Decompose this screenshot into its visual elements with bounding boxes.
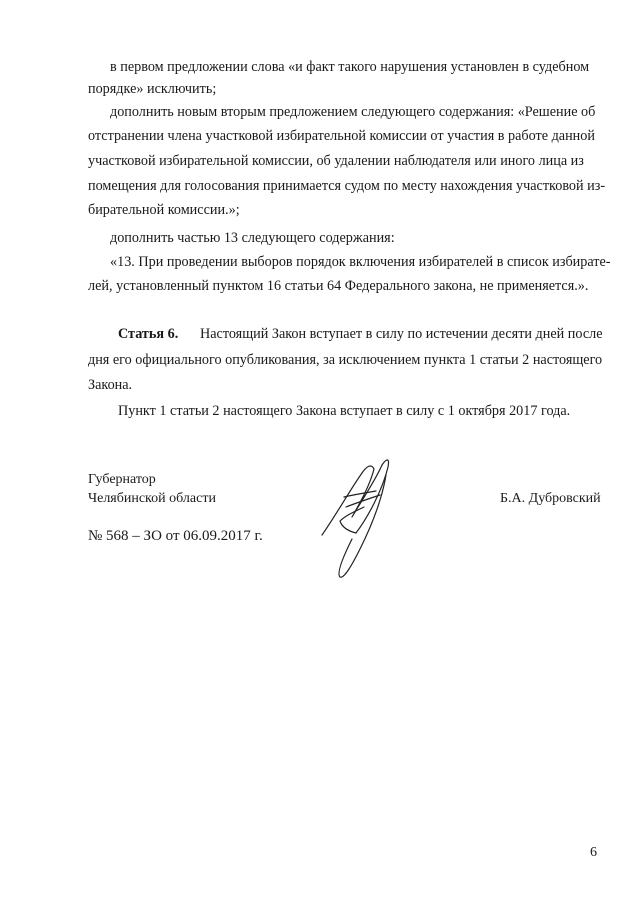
body-line: Пункт 1 статьи 2 настоящего Закона вступает в силу с 1 октября 2017 года. xyxy=(118,403,571,419)
body-line: «13. При проведении выборов порядок включения избирателей в список избирате- xyxy=(110,254,611,270)
article-label: Статья 6. xyxy=(118,326,179,342)
body-line: дня его официального опубликования, за исключением пункта 1 статьи 2 настоящего xyxy=(88,352,603,368)
body-line: отстранении члена участковой избирательной комиссии от участия в работе данной xyxy=(88,128,595,144)
body-line: Закона. xyxy=(88,377,133,393)
body-line: дополнить частью 13 следующего содержания: xyxy=(110,230,395,246)
law-number: № 568 – ЗО от 06.09.2017 г. xyxy=(88,528,263,544)
body-line: порядке» исключить; xyxy=(88,81,217,97)
body-line: дополнить новым вторым предложением следующего содержания: «Решение об xyxy=(110,104,596,120)
signatory-title: Губернатор xyxy=(88,472,156,487)
handwritten-signature xyxy=(316,455,406,585)
body-line: участковой избирательной комиссии, об удалении наблюдателя или иного лица из xyxy=(88,153,584,169)
page-number: 6 xyxy=(590,845,597,860)
article-heading xyxy=(118,325,178,343)
body-line xyxy=(110,58,607,76)
body-line: бирательной комиссии.»; xyxy=(88,202,240,218)
signatory-region: Челябинской области xyxy=(88,491,216,506)
body-line: Настоящий Закон вступает в силу по истечении десяти дней после xyxy=(200,326,603,342)
signatory-name: Б.А. Дубровский xyxy=(500,491,601,506)
body-line: помещения для голосования принимается судом по месту нахождения участковой из- xyxy=(88,178,606,194)
text-fragment: в первом предложении слова «и факт такого нарушения установлен в судебном xyxy=(110,59,590,75)
body-line: лей, установленный пунктом 16 статьи 64 Федерального закона, не применяется.». xyxy=(88,278,589,294)
